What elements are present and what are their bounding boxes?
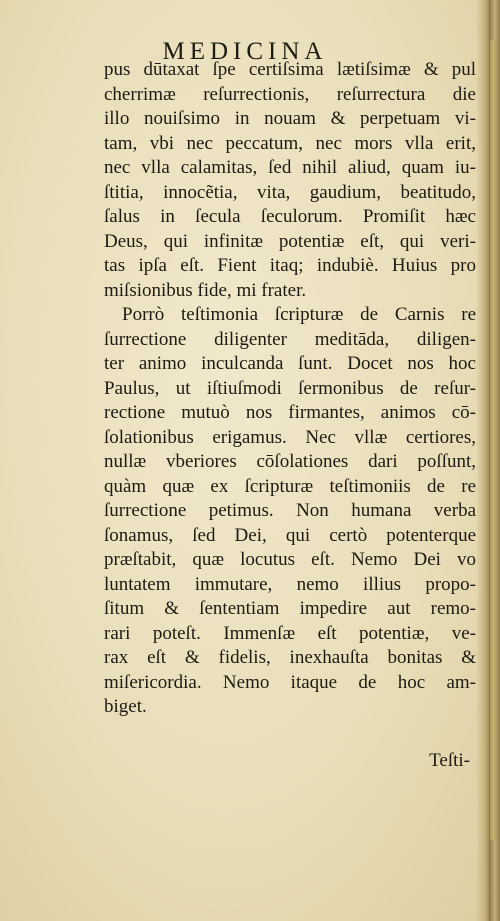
text-line: rectione mutuò nos firmantes, animos cō- <box>104 402 476 423</box>
text-line: miſericordia. Nemo itaque de hoc am- <box>104 671 476 693</box>
text-line: ſitum & ſententiam impedire aut remo- <box>104 598 476 619</box>
text-line: præſtabit, quæ locutus eſt. Nemo Dei vo <box>104 549 476 570</box>
text-line: Paulus, ut iſtiuſmodi ſermonibus de reſur- <box>104 377 476 399</box>
text-line: ſalus in ſecula ſeculorum. Promiſit hæc <box>104 206 476 227</box>
running-header: MEDICINA <box>162 38 328 65</box>
edge-line <box>489 0 490 921</box>
text-line: nec vlla calamitas, ſed nihil aliud, quam iu- <box>104 157 476 178</box>
text-line: tam, vbi nec peccatum, nec mors vlla erit, <box>104 132 476 154</box>
binding-edge <box>489 40 497 840</box>
text-line: biget. <box>104 696 147 717</box>
text-line: Deus, qui infinitæ potentiæ eſt, qui veri- <box>104 230 476 252</box>
text-line: luntatem immutare, nemo illius propo- <box>104 573 476 595</box>
text-line: pus dūtaxat ſpe certiſsima lætiſsimæ & pul <box>104 59 476 80</box>
text-line: ſurrectione diligenter meditāda, diligen- <box>104 328 476 350</box>
text-line: rari poteſt. Immenſæ eſt potentiæ, ve- <box>104 622 476 644</box>
text-line: tas ipſa eſt. Fient itaq; indubiè. Huius pro <box>104 255 476 276</box>
text-line: cherrimæ reſurrectionis, reſurrectura die <box>104 83 476 105</box>
text-line: ſurrectione petimus. Non humana verba <box>104 500 476 521</box>
text-line: ſolationibus erigamus. Nec vllæ certiores, <box>104 426 476 448</box>
text-line: ſonamus, ſed Dei, qui certò potenterque <box>104 524 476 546</box>
text-line: ter animo inculcanda ſunt. Docet nos hoc <box>104 353 476 374</box>
text-line: quàm quæ ex ſcripturæ teſtimoniis de re <box>104 475 476 497</box>
text-line: miſsionibus fide, mi frater. <box>104 279 307 301</box>
text-line: illo nouiſsimo in nouam & perpetuam vi- <box>104 108 476 129</box>
text-line: rax eſt & fidelis, inexhauſta bonitas & <box>104 647 476 668</box>
text-line: ſtitia, innocẽtia, vita, gaudium, beatitudo, <box>104 181 476 203</box>
text-line: nullæ vberiores cōſolationes dari poſſunt, <box>104 451 476 472</box>
catchword: Teſti- <box>429 750 470 771</box>
body-text <box>104 58 476 720</box>
text-line: Porrò teſtimonia ſcripturæ de Carnis re <box>122 304 476 325</box>
